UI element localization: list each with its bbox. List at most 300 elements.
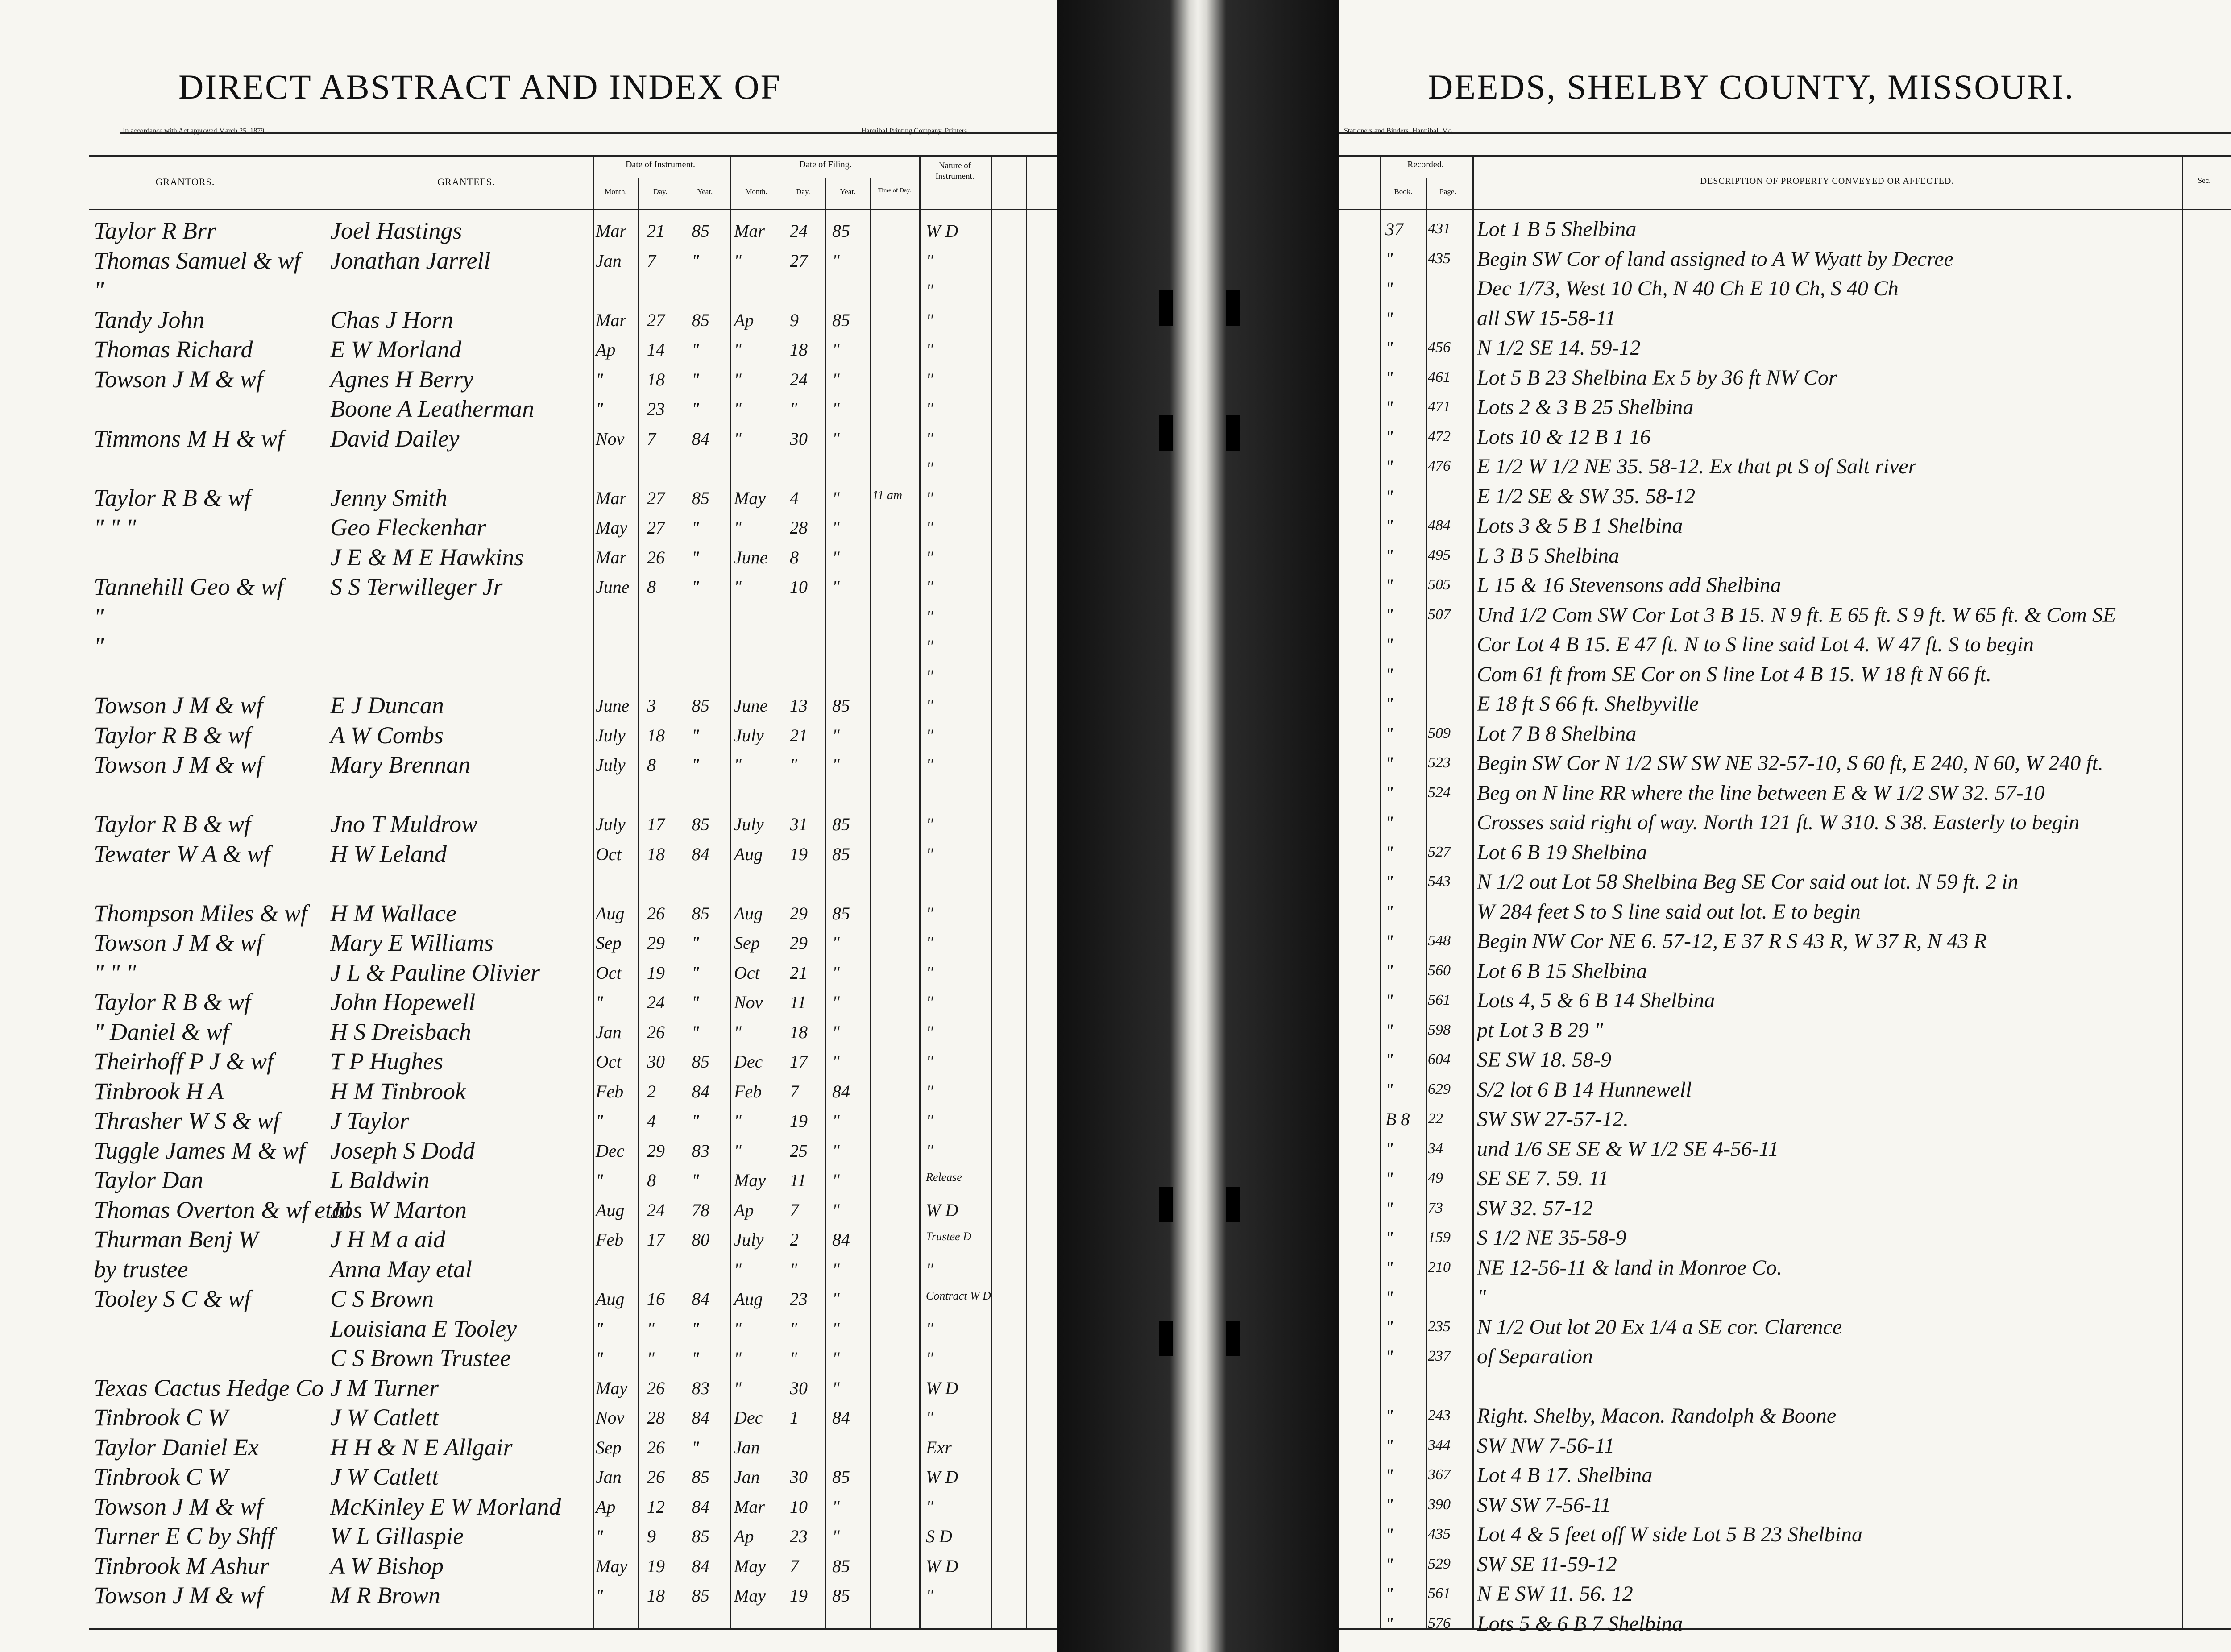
instrument-year-cell: " bbox=[692, 1111, 699, 1131]
page-cell: 598 bbox=[1428, 1021, 1451, 1038]
nature-cell: " bbox=[926, 1081, 933, 1101]
instrument-day-cell: 8 bbox=[647, 577, 656, 597]
description-cell: S/2 lot 6 B 14 Hunnewell bbox=[1477, 1079, 1692, 1101]
nature-cell: " bbox=[926, 606, 933, 627]
instrument-day-cell: 24 bbox=[647, 1200, 665, 1220]
filing-year-cell: " bbox=[832, 518, 840, 538]
grantee-cell: J W Catlett bbox=[330, 1404, 439, 1431]
nature-cell: " bbox=[926, 696, 933, 716]
instrument-day-cell: 26 bbox=[647, 1467, 665, 1487]
instrument-month-cell: Sep bbox=[596, 1437, 622, 1457]
vrule bbox=[730, 155, 731, 1630]
nature-cell: " bbox=[926, 755, 933, 775]
instrument-day-cell: 18 bbox=[647, 844, 665, 864]
description-cell: Com 61 ft from SE Cor on S line Lot 4 B 15. W 18 ft N 66 ft. bbox=[1477, 663, 1991, 685]
grantor-cell: Taylor R B & wf bbox=[94, 989, 251, 1015]
book-cell: " bbox=[1385, 1079, 1393, 1100]
description-cell: Begin SW Cor of land assigned to A W Wyatt by Decree bbox=[1477, 248, 1953, 270]
instrument-year-cell: 85 bbox=[692, 696, 709, 716]
page-cell: 431 bbox=[1428, 220, 1451, 237]
instrument-month-cell: Aug bbox=[596, 1200, 625, 1220]
filing-year-cell: " bbox=[832, 250, 840, 271]
instrument-month-cell: Feb bbox=[596, 1230, 624, 1250]
filing-day-cell: 19 bbox=[790, 1586, 808, 1606]
filing-year-cell: 85 bbox=[832, 1556, 850, 1576]
page-cell: 561 bbox=[1428, 992, 1451, 1008]
instrument-day-cell: 17 bbox=[647, 814, 665, 834]
page-cell: 435 bbox=[1428, 1526, 1451, 1542]
instrument-month-cell: " bbox=[596, 1348, 603, 1368]
instrument-month-cell: " bbox=[596, 369, 603, 389]
title-rule bbox=[1339, 132, 2231, 134]
vrule bbox=[1380, 155, 1381, 1630]
filing-month-cell: " bbox=[734, 577, 742, 597]
page-cell: 472 bbox=[1428, 428, 1451, 445]
grantor-cell: by trustee bbox=[94, 1255, 188, 1283]
book-cell: " bbox=[1385, 486, 1393, 506]
filing-month-cell: Sep bbox=[734, 933, 760, 953]
instrument-month-cell: Mar bbox=[596, 310, 626, 330]
sub-time-of-day: Time of Day. bbox=[878, 187, 911, 194]
nature-cell: " bbox=[926, 310, 933, 330]
filing-day-cell: 30 bbox=[790, 1378, 808, 1398]
description-cell: Dec 1/73, West 10 Ch, N 40 Ch E 10 Ch, S 40 Ch bbox=[1477, 278, 1899, 299]
instrument-year-cell: 84 bbox=[692, 1408, 709, 1428]
filing-year-cell: 85 bbox=[832, 1586, 850, 1606]
instrument-month-cell: " bbox=[596, 1111, 603, 1131]
book-gutter bbox=[1057, 0, 1339, 1652]
instrument-day-cell: 26 bbox=[647, 903, 665, 923]
grantee-cell: Jonathan Jarrell bbox=[330, 247, 491, 274]
filing-month-cell: Aug bbox=[734, 1289, 763, 1309]
sub-month-filing: Month. bbox=[745, 187, 767, 196]
page-cell: 461 bbox=[1428, 368, 1451, 385]
page-cell: 505 bbox=[1428, 576, 1451, 593]
instrument-year-cell: 85 bbox=[692, 488, 709, 508]
instrument-year-cell: " bbox=[692, 1318, 699, 1339]
instrument-year-cell: 84 bbox=[692, 1496, 709, 1517]
sub-day-filing: Day. bbox=[796, 187, 810, 196]
grantor-cell: Thurman Benj W bbox=[94, 1226, 258, 1253]
page-cell: 604 bbox=[1428, 1051, 1451, 1068]
description-cell: Begin SW Cor N 1/2 SW SW NE 32-57-10, S 60 ft, E 240, N 60, W 240 ft. bbox=[1477, 753, 2103, 774]
book-cell: " bbox=[1385, 1465, 1393, 1485]
filing-month-cell: " bbox=[734, 1259, 742, 1279]
nature-cell: " bbox=[926, 1348, 933, 1368]
filing-year-cell: " bbox=[832, 933, 840, 953]
grantee-cell: A W Combs bbox=[330, 721, 444, 749]
grantee-cell: C S Brown Trustee bbox=[330, 1345, 511, 1371]
book-cell: " bbox=[1385, 456, 1393, 476]
grantee-cell: J E & M E Hawkins bbox=[330, 543, 524, 571]
nature-cell: " bbox=[926, 666, 933, 686]
description-cell: Lots 4, 5 & 6 B 14 Shelbina bbox=[1477, 990, 1715, 1011]
book-cell: " bbox=[1385, 1198, 1393, 1218]
filing-day-cell: 29 bbox=[790, 933, 808, 953]
grantee-cell: C S Brown bbox=[330, 1285, 434, 1312]
nature-cell: " bbox=[926, 518, 933, 538]
description-cell: Right. Shelby, Macon. Randolph & Boone bbox=[1477, 1405, 1837, 1427]
filing-day-cell: 7 bbox=[790, 1556, 799, 1576]
book-cell: " bbox=[1385, 1168, 1393, 1188]
page-cell: 495 bbox=[1428, 547, 1451, 563]
instrument-day-cell: 19 bbox=[647, 1556, 665, 1576]
description-cell: E 1/2 SE & SW 35. 58-12 bbox=[1477, 485, 1696, 507]
filing-month-cell: May bbox=[734, 488, 766, 508]
vrule bbox=[638, 178, 639, 1630]
grantee-cell: Jenny Smith bbox=[330, 484, 448, 511]
filing-day-cell: 11 bbox=[790, 1170, 807, 1190]
vrule bbox=[2182, 155, 2183, 1630]
nature-cell: " bbox=[926, 1259, 933, 1279]
nature-cell: W D bbox=[926, 1467, 958, 1487]
instrument-month-cell: Sep bbox=[596, 933, 622, 953]
grantor-cell: Tinbrook C W bbox=[94, 1404, 228, 1431]
sub-book: Book. bbox=[1394, 187, 1413, 196]
filing-year-cell: " bbox=[832, 962, 840, 983]
filing-day-cell: 9 bbox=[790, 310, 799, 330]
col-grantors: GRANTORS. bbox=[155, 176, 215, 187]
instrument-day-cell: 16 bbox=[647, 1289, 665, 1309]
page-cell: 159 bbox=[1428, 1229, 1451, 1246]
description-cell: Lots 2 & 3 B 25 Shelbina bbox=[1477, 397, 1694, 418]
filing-month-cell: " bbox=[734, 1378, 742, 1398]
instrument-day-cell: 18 bbox=[647, 1586, 665, 1606]
filing-month-cell: " bbox=[734, 340, 742, 360]
instrument-day-cell: 7 bbox=[647, 250, 656, 271]
page-cell: 509 bbox=[1428, 725, 1451, 741]
description-cell: Lot 4 & 5 feet off W side Lot 5 B 23 Shelbina bbox=[1477, 1524, 1862, 1545]
filing-year-cell: " bbox=[832, 1140, 840, 1161]
description-cell: Lots 3 & 5 B 1 Shelbina bbox=[1477, 515, 1683, 537]
nature-cell: W D bbox=[926, 1200, 958, 1220]
nature-cell: " bbox=[926, 903, 933, 923]
instrument-year-cell: " bbox=[692, 1022, 699, 1042]
page-cell: 243 bbox=[1428, 1407, 1451, 1424]
page-cell: 210 bbox=[1428, 1259, 1451, 1275]
page-cell: 49 bbox=[1428, 1170, 1443, 1186]
page-cell: 22 bbox=[1428, 1110, 1443, 1127]
sub-month-instrument: Month. bbox=[605, 187, 627, 196]
description-cell: Lot 5 B 23 Shelbina Ex 5 by 36 ft NW Cor bbox=[1477, 367, 1837, 389]
instrument-month-cell: Mar bbox=[596, 488, 626, 508]
filing-month-cell: Aug bbox=[734, 903, 763, 923]
grantor-cell: " bbox=[94, 277, 104, 303]
grantor-cell: Towson J M & wf bbox=[94, 751, 263, 778]
instrument-year-cell: " bbox=[692, 1437, 699, 1457]
book-cell: " bbox=[1385, 664, 1393, 684]
grantee-cell: David Dailey bbox=[330, 425, 460, 452]
filing-month-cell: " bbox=[734, 428, 742, 449]
grantee-cell: S S Terwilleger Jr bbox=[330, 573, 503, 600]
vrule bbox=[1426, 178, 1427, 1630]
filing-year-cell: " bbox=[832, 755, 840, 775]
filing-year-cell: " bbox=[832, 1022, 840, 1042]
filing-year-cell: 84 bbox=[832, 1408, 850, 1428]
right-ledger-page bbox=[1339, 0, 2231, 1652]
instrument-year-cell: 85 bbox=[692, 1586, 709, 1606]
page-cell: 524 bbox=[1428, 784, 1451, 801]
grantor-cell: Taylor Dan bbox=[94, 1167, 203, 1193]
grantor-cell: Towson J M & wf bbox=[94, 692, 263, 719]
vrule bbox=[1026, 155, 1027, 1630]
instrument-month-cell: Ap bbox=[596, 340, 616, 360]
grantor-cell: Tuggle James M & wf bbox=[94, 1137, 305, 1164]
binding-mark bbox=[1159, 1321, 1173, 1356]
instrument-year-cell: " bbox=[692, 755, 699, 775]
filing-month-cell: Aug bbox=[734, 844, 763, 864]
filing-month-cell: " bbox=[734, 1348, 742, 1368]
grantee-cell: Joseph S Dodd bbox=[330, 1137, 475, 1164]
grantor-cell: Timmons M H & wf bbox=[94, 425, 284, 452]
filing-month-cell: Dec bbox=[734, 1408, 763, 1428]
nature-cell: " bbox=[926, 340, 933, 360]
instrument-day-cell: 29 bbox=[647, 933, 665, 953]
book-cell: " bbox=[1385, 278, 1393, 298]
instrument-month-cell: Jan bbox=[596, 1022, 622, 1042]
description-cell: SW SW 7-56-11 bbox=[1477, 1494, 1611, 1516]
filing-day-cell: 10 bbox=[790, 577, 808, 597]
grantee-cell: Louisiana E Tooley bbox=[330, 1315, 517, 1342]
instrument-day-cell: 4 bbox=[647, 1111, 656, 1131]
page-cell: 527 bbox=[1428, 843, 1451, 860]
instrument-month-cell: Oct bbox=[596, 844, 622, 864]
grantor-cell: Taylor R B & wf bbox=[94, 484, 251, 511]
vrule bbox=[593, 155, 594, 1630]
book-cell: " bbox=[1385, 694, 1393, 714]
description-cell: Lots 10 & 12 B 1 16 bbox=[1477, 426, 1651, 448]
filing-year-cell: " bbox=[832, 1378, 840, 1398]
vrule bbox=[1472, 155, 1474, 1630]
nature-cell: Release bbox=[926, 1171, 962, 1184]
filing-day-cell: 2 bbox=[790, 1230, 799, 1250]
instrument-month-cell: " bbox=[596, 1318, 603, 1339]
instrument-month-cell: May bbox=[596, 1556, 628, 1576]
filing-day-cell: 10 bbox=[790, 1496, 808, 1517]
vrule bbox=[919, 155, 921, 1630]
instrument-day-cell: 29 bbox=[647, 1140, 665, 1161]
description-cell: all SW 15-58-11 bbox=[1477, 307, 1616, 329]
grantee-cell: J H M a aid bbox=[330, 1226, 445, 1253]
grantor-cell: Tinbrook H A bbox=[94, 1077, 224, 1105]
grantor-cell: Taylor R B & wf bbox=[94, 721, 251, 749]
filing-month-cell: July bbox=[734, 725, 764, 745]
nature-cell: Contract W D bbox=[926, 1289, 991, 1302]
book-cell: " bbox=[1385, 1346, 1393, 1366]
stationer-note: Stationers and Binders, Hannibal, Mo. bbox=[1344, 127, 1454, 135]
nature-cell: " bbox=[926, 577, 933, 597]
description-cell: N 1/2 SE 14. 59-12 bbox=[1477, 337, 1641, 359]
nature-cell: " bbox=[926, 933, 933, 953]
filing-day-cell: 19 bbox=[790, 1111, 808, 1131]
page-cell: 576 bbox=[1428, 1615, 1451, 1631]
grantee-cell: E J Duncan bbox=[330, 692, 444, 719]
grantor-cell: Tooley S C & wf bbox=[94, 1285, 251, 1312]
filing-year-cell: 85 bbox=[832, 221, 850, 241]
filing-day-cell: 21 bbox=[790, 725, 808, 745]
nature-cell: " bbox=[926, 1140, 933, 1161]
grantor-cell: " " " bbox=[94, 959, 137, 986]
nature-cell: Trustee D bbox=[926, 1230, 971, 1243]
vrule bbox=[870, 178, 871, 1630]
instrument-day-cell: 9 bbox=[647, 1526, 656, 1546]
description-cell: E 18 ft S 66 ft. Shelbyville bbox=[1477, 693, 1699, 715]
col-sec: Sec. bbox=[2198, 176, 2211, 185]
grantee-cell: E W Morland bbox=[330, 336, 461, 363]
description-cell: E 1/2 W 1/2 NE 35. 58-12. Ex that pt S of Salt river bbox=[1477, 456, 1917, 477]
grantor-cell: Thomas Overton & wf etal bbox=[94, 1196, 351, 1223]
description-cell: SE SW 18. 58-9 bbox=[1477, 1049, 1612, 1071]
book-cell: " bbox=[1385, 1524, 1393, 1544]
instrument-year-cell: 84 bbox=[692, 1289, 709, 1309]
filing-month-cell: July bbox=[734, 814, 764, 834]
filing-day-cell: 28 bbox=[790, 518, 808, 538]
filing-month-cell: Ap bbox=[734, 1200, 754, 1220]
instrument-year-cell: " bbox=[692, 992, 699, 1012]
instrument-day-cell: 19 bbox=[647, 962, 665, 983]
instrument-day-cell: 24 bbox=[647, 992, 665, 1012]
gutter-fold bbox=[1057, 0, 1339, 1652]
page-cell: 367 bbox=[1428, 1466, 1451, 1483]
instrument-day-cell: 2 bbox=[647, 1081, 656, 1101]
filing-year-cell: " bbox=[832, 399, 840, 419]
filing-day-cell: " bbox=[790, 1259, 797, 1279]
instrument-month-cell: Mar bbox=[596, 547, 626, 567]
instrument-year-cell: 85 bbox=[692, 814, 709, 834]
instrument-month-cell: June bbox=[596, 577, 630, 597]
description-cell: SE SE 7. 59. 11 bbox=[1477, 1168, 1609, 1189]
filing-year-cell: " bbox=[832, 369, 840, 389]
grantee-cell: H W Leland bbox=[330, 840, 447, 867]
filing-day-cell: 8 bbox=[790, 547, 799, 567]
instrument-month-cell: " bbox=[596, 1526, 603, 1546]
instrument-day-cell: 30 bbox=[647, 1052, 665, 1072]
book-cell: " bbox=[1385, 426, 1393, 447]
filing-month-cell: Mar bbox=[734, 221, 765, 241]
book-cell: " bbox=[1385, 1435, 1393, 1456]
header-top-rule bbox=[89, 155, 1057, 157]
instrument-month-cell: " bbox=[596, 1586, 603, 1606]
filing-day-cell: 30 bbox=[790, 428, 808, 449]
grantor-cell: Tinbrook M Ashur bbox=[94, 1552, 270, 1579]
instrument-day-cell: 26 bbox=[647, 1022, 665, 1042]
filing-month-cell: May bbox=[734, 1170, 766, 1190]
filing-year-cell: 85 bbox=[832, 1467, 850, 1487]
filing-year-cell: 85 bbox=[832, 844, 850, 864]
grantee-cell: J W Catlett bbox=[330, 1463, 439, 1490]
filing-month-cell: Ap bbox=[734, 1526, 754, 1546]
grantee-cell: Jos W Marton bbox=[330, 1196, 467, 1223]
page-cell: 237 bbox=[1428, 1348, 1451, 1364]
book-cell: " bbox=[1385, 516, 1393, 536]
book-cell: 37 bbox=[1385, 219, 1403, 239]
grp-recorded: Recorded. bbox=[1407, 160, 1444, 170]
instrument-year-cell: " bbox=[692, 725, 699, 745]
page-cell: 476 bbox=[1428, 458, 1451, 474]
book-cell: " bbox=[1385, 575, 1393, 595]
header-bottom-rule bbox=[89, 209, 1057, 210]
page-cell: 484 bbox=[1428, 517, 1451, 534]
nature-cell: " bbox=[926, 488, 933, 508]
instrument-day-cell: 23 bbox=[647, 399, 665, 419]
filing-month-cell: " bbox=[734, 518, 742, 538]
description-cell: SW 32. 57-12 bbox=[1477, 1197, 1593, 1219]
filing-month-cell: Jan bbox=[734, 1437, 760, 1457]
instrument-year-cell: " bbox=[692, 547, 699, 567]
filing-month-cell: Dec bbox=[734, 1052, 763, 1072]
description-cell: L 3 B 5 Shelbina bbox=[1477, 545, 1620, 567]
grantee-cell: H M Wallace bbox=[330, 899, 456, 927]
printer-note: Hannibal Printing Company, Printers. bbox=[861, 127, 969, 135]
filing-day-cell: 29 bbox=[790, 903, 808, 923]
filing-day-cell: 23 bbox=[790, 1289, 808, 1309]
description-cell: SW SE 11-59-12 bbox=[1477, 1553, 1617, 1575]
binding-mark bbox=[1159, 415, 1173, 451]
filing-year-cell: 85 bbox=[832, 903, 850, 923]
description-cell: Begin NW Cor NE 6. 57-12, E 37 R S 43 R, W 37 R, N 43 R bbox=[1477, 931, 1987, 952]
instrument-year-cell: " bbox=[692, 250, 699, 271]
nature-cell: " bbox=[926, 369, 933, 389]
filing-year-cell: " bbox=[832, 1496, 840, 1517]
filing-month-cell: Mar bbox=[734, 1496, 765, 1517]
instrument-year-cell: " bbox=[692, 1348, 699, 1368]
nature-cell: W D bbox=[926, 1556, 958, 1576]
description-cell: Lot 6 B 19 Shelbina bbox=[1477, 841, 1647, 863]
sub-year-instrument: Year. bbox=[697, 187, 713, 196]
book-cell: " bbox=[1385, 901, 1393, 922]
book-cell: " bbox=[1385, 783, 1393, 803]
description-cell: Lot 7 B 8 Shelbina bbox=[1477, 723, 1637, 745]
instrument-day-cell: 27 bbox=[647, 518, 665, 538]
description-cell: Beg on N line RR where the line between E & W 1/2 SW 32. 57-10 bbox=[1477, 782, 2045, 804]
instrument-month-cell: Mar bbox=[596, 221, 626, 241]
page-cell: 543 bbox=[1428, 873, 1451, 890]
instrument-month-cell: Jan bbox=[596, 1467, 622, 1487]
filing-day-cell: 31 bbox=[790, 814, 808, 834]
grantor-cell: Thompson Miles & wf bbox=[94, 899, 307, 927]
grantor-cell: Towson J M & wf bbox=[94, 1493, 263, 1520]
book-cell: " bbox=[1385, 1287, 1393, 1307]
grantor-cell: Taylor Daniel Ex bbox=[94, 1433, 259, 1461]
filing-day-cell: 7 bbox=[790, 1081, 799, 1101]
instrument-year-cell: " bbox=[692, 399, 699, 419]
nature-cell: W D bbox=[926, 1378, 958, 1398]
instrument-year-cell: " bbox=[692, 518, 699, 538]
instrument-day-cell: 27 bbox=[647, 488, 665, 508]
filing-year-cell: " bbox=[832, 1348, 840, 1368]
grantee-cell: M R Brown bbox=[330, 1582, 440, 1609]
instrument-year-cell: " bbox=[692, 577, 699, 597]
instrument-year-cell: 85 bbox=[692, 1526, 709, 1546]
filing-month-cell: " bbox=[734, 1140, 742, 1161]
grantor-cell: Towson J M & wf bbox=[94, 1582, 263, 1609]
description-cell: Lot 6 B 15 Shelbina bbox=[1477, 960, 1647, 982]
instrument-day-cell: 8 bbox=[647, 755, 656, 775]
binding-mark bbox=[1226, 1321, 1240, 1356]
grantor-cell: Thomas Richard bbox=[94, 336, 253, 363]
instrument-year-cell: 85 bbox=[692, 221, 709, 241]
grantee-cell: Chas J Horn bbox=[330, 306, 454, 333]
filing-month-cell: Ap bbox=[734, 310, 754, 330]
left-page-title: DIRECT ABSTRACT AND INDEX OF bbox=[178, 67, 781, 106]
filing-month-cell: " bbox=[734, 399, 742, 419]
instrument-year-cell: 84 bbox=[692, 428, 709, 449]
book-cell: " bbox=[1385, 248, 1393, 269]
grantee-cell: Joel Hastings bbox=[330, 217, 462, 244]
grantee-cell: Agnes H Berry bbox=[330, 365, 473, 393]
book-cell: " bbox=[1385, 545, 1393, 566]
grantor-cell: " Daniel & wf bbox=[94, 1018, 229, 1045]
